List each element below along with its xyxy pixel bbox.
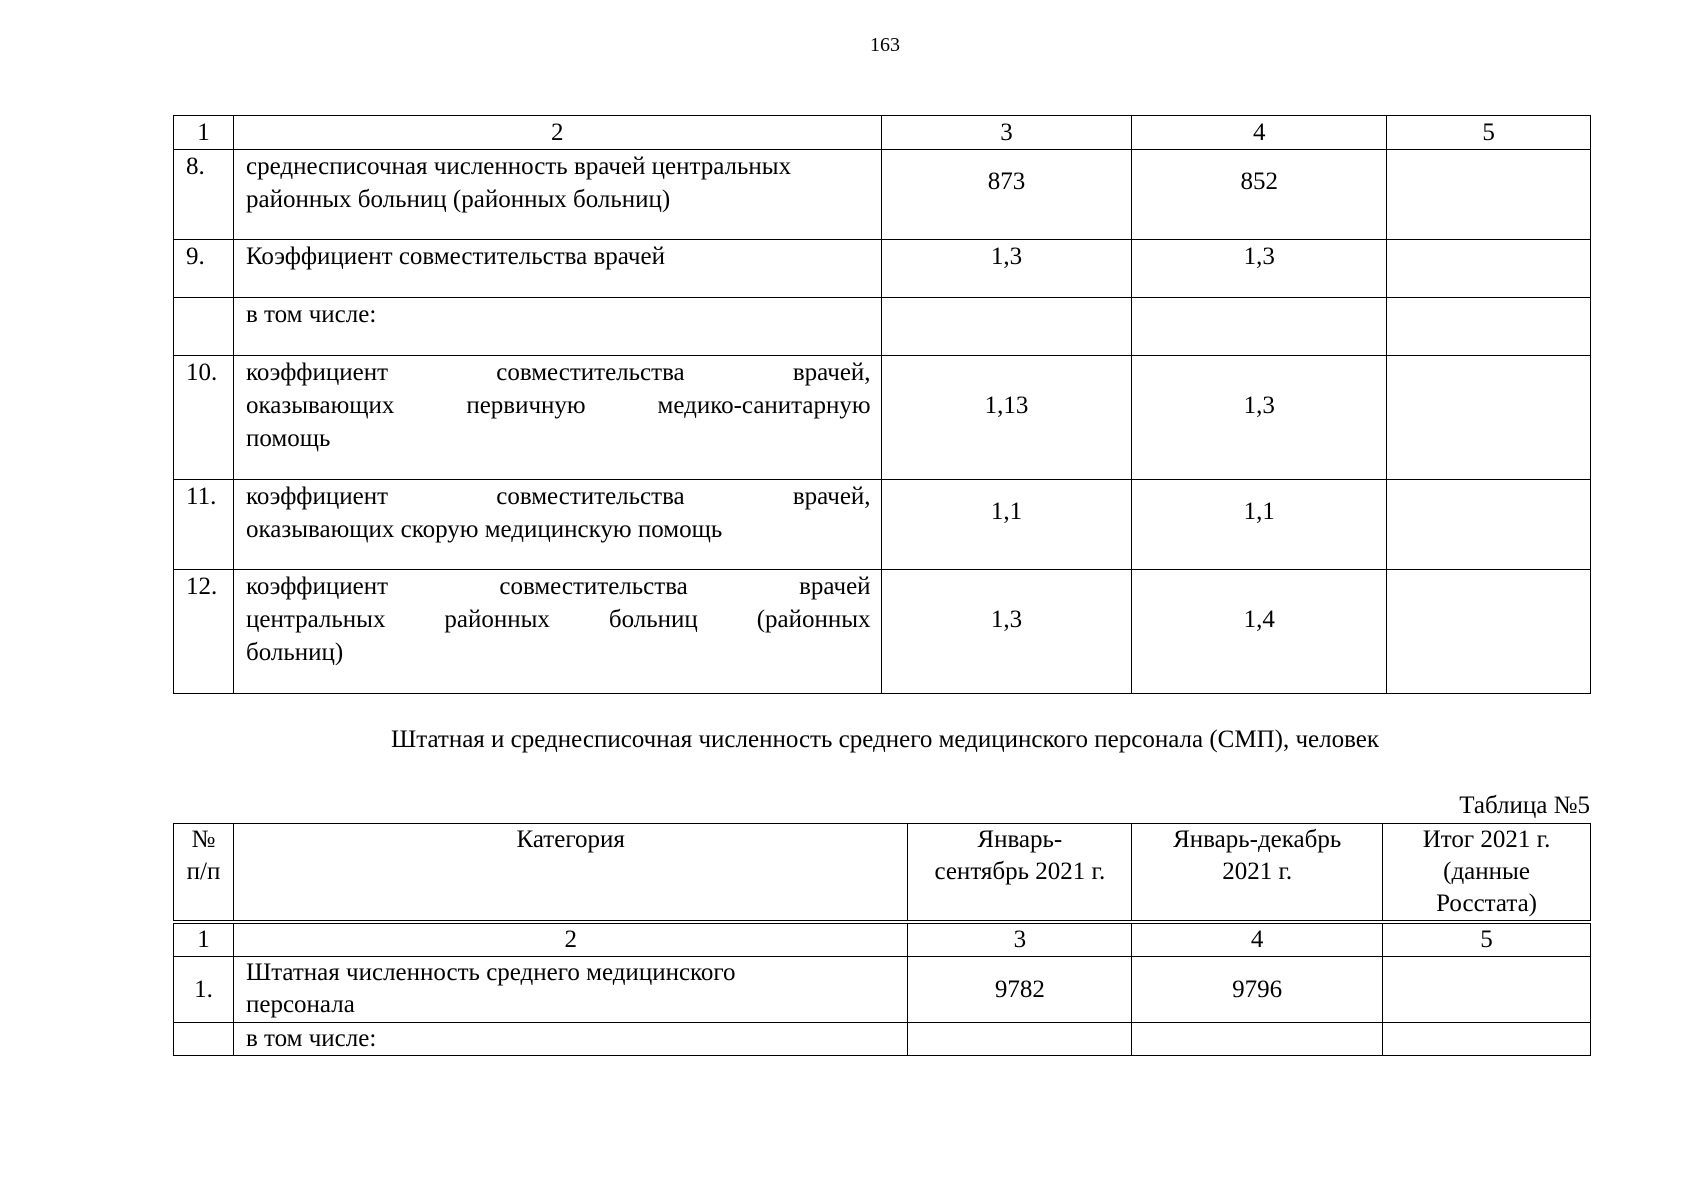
row-description (233, 240, 881, 298)
table-row (174, 570, 1591, 694)
value-cell: 1,1 (881, 480, 1132, 570)
description-line: коэффициент совместительства врачей (245, 573, 871, 600)
column-number-cell: 3 (881, 116, 1132, 150)
row-description (233, 298, 881, 356)
description-line: районных больниц (районных больниц) (245, 186, 671, 213)
header-period-year (1132, 824, 1383, 923)
description-line: Коэффициент совместительства врачей (245, 243, 665, 270)
column-number-cell: 5 (1383, 922, 1591, 957)
column-number-cell: 4 (1132, 922, 1383, 957)
table-row (174, 356, 1591, 480)
table-label: Таблица №5 (1459, 792, 1590, 819)
column-number-row (174, 922, 1591, 957)
value-cell: 1,3 (881, 240, 1132, 298)
header-line: 2021 г. (1222, 858, 1293, 885)
row-description (233, 480, 881, 570)
row-number: 10. (174, 356, 234, 480)
value-cell: 9796 (1132, 957, 1383, 1023)
value-cell: 1,4 (1132, 570, 1387, 694)
header-line: Январь- (977, 826, 1063, 853)
header-line: п/п (186, 858, 221, 885)
row-description (233, 150, 881, 240)
description-line: больниц) (245, 639, 344, 666)
column-number-cell: 2 (233, 116, 881, 150)
description-line: центральных районных больниц (районных (245, 606, 871, 633)
value-cell (1387, 240, 1591, 298)
header-category: Категория (233, 824, 907, 923)
description-line: оказывающих первичную медико-санитарную (245, 392, 871, 419)
table-header-row (174, 116, 1591, 150)
row-number (174, 1023, 234, 1056)
header-line: Росстата) (1436, 890, 1537, 917)
table-header-row (174, 824, 1591, 923)
value-cell: 1,3 (881, 570, 1132, 694)
value-cell (1387, 356, 1591, 480)
value-cell: 873 (881, 150, 1132, 240)
description-line: Штатная численность среднего медицинского (245, 959, 736, 986)
table-row (174, 298, 1591, 356)
row-description (233, 570, 881, 694)
value-cell (1387, 480, 1591, 570)
description-line: коэффициент совместительства врачей, (245, 359, 871, 386)
column-number-cell: 3 (908, 922, 1132, 957)
column-number-cell: 2 (233, 922, 907, 957)
row-number: 8. (174, 150, 234, 240)
row-description (233, 356, 881, 480)
personnel-coefficients-table (173, 115, 1591, 694)
value-cell (1387, 570, 1591, 694)
table-row (174, 480, 1591, 570)
value-cell (1387, 150, 1591, 240)
value-cell: 9782 (908, 957, 1132, 1023)
description-line: персонала (245, 991, 355, 1018)
value-cell: 852 (1132, 150, 1387, 240)
value-cell: 1,13 (881, 356, 1132, 480)
row-number: 9. (174, 240, 234, 298)
column-number-cell: 4 (1132, 116, 1387, 150)
value-cell (1132, 1023, 1383, 1056)
section-title: Штатная и среднесписочная численность среднего медицинского персонала (СМП), человек (391, 726, 1379, 753)
table-row (174, 150, 1591, 240)
description-line: в том числе: (245, 1025, 377, 1052)
header-line: (данные (1443, 858, 1530, 885)
header-total-rosstat (1383, 824, 1591, 923)
value-cell (908, 1023, 1132, 1056)
table-row (174, 957, 1591, 1023)
row-description (233, 957, 907, 1023)
description-line: в том числе: (245, 301, 377, 328)
value-cell (1132, 298, 1387, 356)
page-number: 163 (870, 34, 900, 56)
value-cell: 1,3 (1132, 240, 1387, 298)
row-number (174, 298, 234, 356)
table-row (174, 240, 1591, 298)
description-line: помощь (245, 425, 331, 452)
description-line: оказывающих скорую медицинскую помощь (245, 516, 723, 543)
column-number-cell: 1 (174, 922, 234, 957)
description-line: среднесписочная численность врачей центральных (245, 153, 792, 180)
value-cell (1387, 298, 1591, 356)
row-number: 11. (174, 480, 234, 570)
nursing-staff-table (173, 823, 1591, 1056)
value-cell (1383, 1023, 1591, 1056)
value-cell: 1,1 (1132, 480, 1387, 570)
header-period-q3 (908, 824, 1132, 923)
description-line: коэффициент совместительства врачей, (245, 483, 871, 510)
header-number (174, 824, 234, 923)
header-line: Январь-декабрь (1173, 826, 1342, 853)
header-line: сентябрь 2021 г. (934, 858, 1106, 885)
row-number: 12. (174, 570, 234, 694)
value-cell (1383, 957, 1591, 1023)
table-row (174, 1023, 1591, 1056)
column-number-cell: 5 (1387, 116, 1591, 150)
row-description (233, 1023, 907, 1056)
row-number: 1. (174, 957, 234, 1023)
header-line: Итог 2021 г. (1422, 826, 1551, 853)
column-number-cell: 1 (174, 116, 234, 150)
header-line: № (191, 826, 216, 853)
value-cell (881, 298, 1132, 356)
value-cell: 1,3 (1132, 356, 1387, 480)
